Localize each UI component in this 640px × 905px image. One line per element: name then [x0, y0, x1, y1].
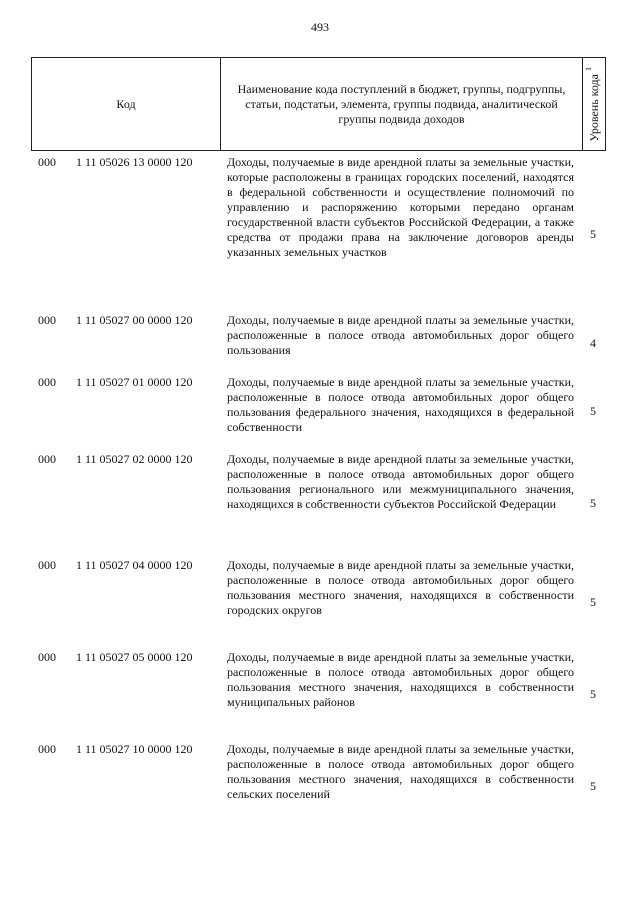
header-level-label: Уровень кода [586, 73, 601, 142]
income-code: 1 11 05027 02 0000 120 [76, 452, 193, 466]
header-name-label: Наименование кода поступлений в бюджет, группы, подгруппы, статьи, подстатьи, элемента, группы подвида, аналитической группы подвида доходов [237, 81, 566, 126]
admin-code: 000 [38, 313, 56, 327]
income-description: Доходы, получаемые в виде арендной платы за земельные участки, расположенные в полосе отвода автомобильных дорог общего пользования [227, 313, 574, 357]
code-level: 5 [590, 687, 596, 701]
code-level: 5 [590, 227, 596, 241]
code-level: 5 [590, 595, 596, 609]
income-description: Доходы, получаемые в виде арендной платы за земельные участки, расположенные в полосе отвода автомобильных дорог общего пользования местного значения, находящихся в собственности муниципальных районов [227, 650, 574, 709]
header-code-label: Код [116, 96, 136, 111]
income-code: 1 11 05027 05 0000 120 [76, 650, 193, 664]
code-level: 4 [590, 336, 596, 350]
income-description: Доходы, получаемые в виде арендной платы за земельные участки, расположенные в полосе отвода автомобильных дорог общего пользования местного значения, находящихся в собственности городских округов [227, 558, 574, 617]
admin-code: 000 [38, 452, 56, 466]
admin-code: 000 [38, 742, 56, 756]
income-description: Доходы, получаемые в виде арендной платы за земельные участки, которые расположены в границах городских поселений, находятся в федеральной собственности и осуществление полномочий по управлению и распоряжению которыми передано органам государственной власти субъектов Российской Федерации, а также средства от продажи права на заключение договоров аренды указанных земельных участков [227, 155, 574, 259]
income-code: 1 11 05027 10 0000 120 [76, 742, 193, 756]
income-description: Доходы, получаемые в виде арендной платы за земельные участки, расположенные в полосе отвода автомобильных дорог общего пользования федерального значения, находящихся в федеральной собственности [227, 375, 574, 434]
admin-code: 000 [38, 650, 56, 664]
admin-code: 000 [38, 558, 56, 572]
admin-code: 000 [38, 375, 56, 389]
income-code: 1 11 05027 04 0000 120 [76, 558, 193, 572]
income-description: Доходы, получаемые в виде арендной платы за земельные участки, расположенные в полосе отвода автомобильных дорог общего пользования регионального или межмуниципального значения, находящихся в собственности субъектов Российской Федерации [227, 452, 574, 511]
income-code: 1 11 05027 01 0000 120 [76, 375, 193, 389]
page-number: 493 [311, 20, 329, 34]
admin-code: 000 [38, 155, 56, 169]
header-level-footnote: 1 [583, 66, 593, 71]
code-level: 5 [590, 779, 596, 793]
income-description: Доходы, получаемые в виде арендной платы за земельные участки, расположенные в полосе отвода автомобильных дорог общего пользования местного значения, находящихся в собственности сельских поселений [227, 742, 574, 801]
income-code: 1 11 05026 13 0000 120 [76, 155, 193, 169]
income-code: 1 11 05027 00 0000 120 [76, 313, 193, 327]
code-level: 5 [590, 404, 596, 418]
code-level: 5 [590, 496, 596, 510]
